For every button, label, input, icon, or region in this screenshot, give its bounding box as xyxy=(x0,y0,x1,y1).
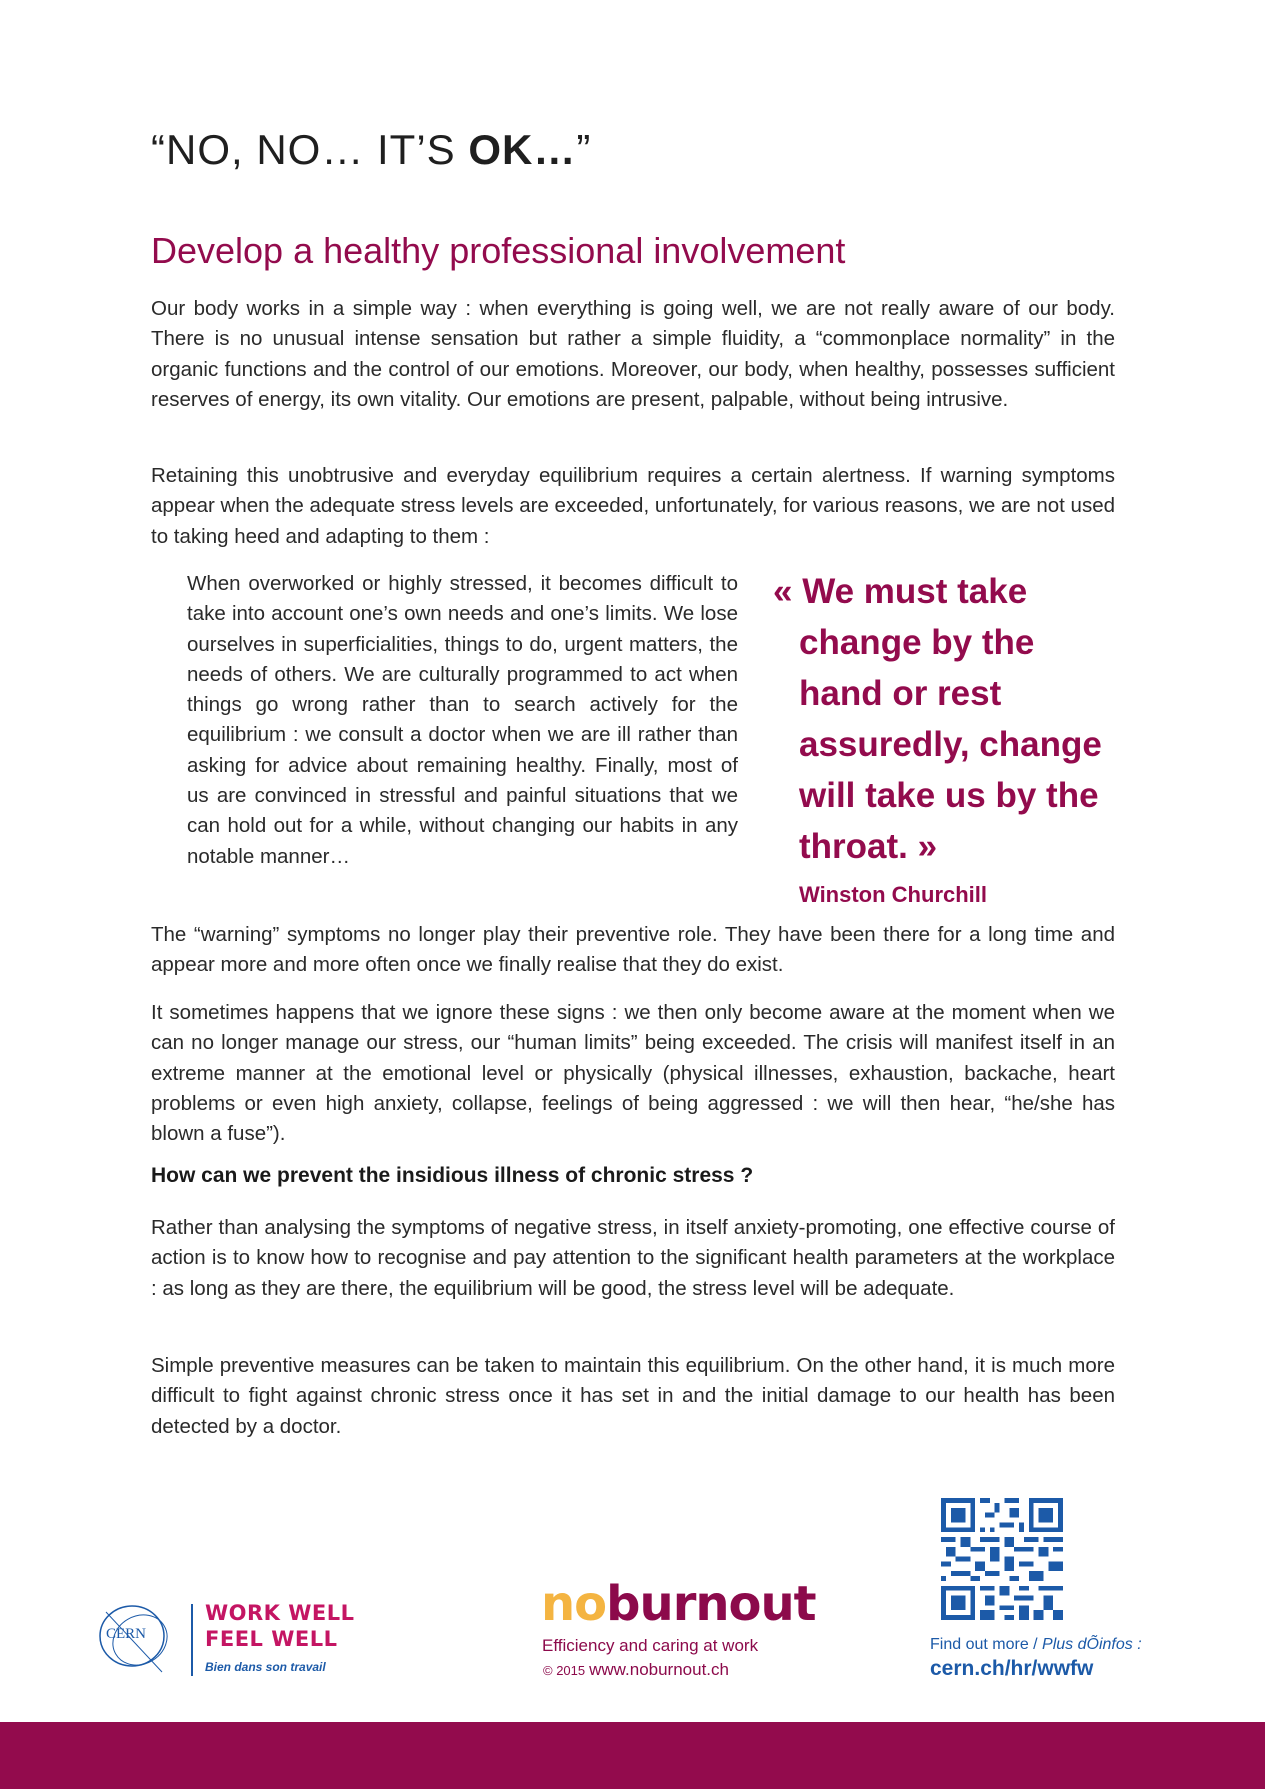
noburnout-logo xyxy=(541,1574,816,1634)
noburnout-logo-rest: burnout xyxy=(606,1576,816,1632)
section-subtitle: Develop a healthy professional involvement xyxy=(151,230,846,271)
find-more-en: Find out more / xyxy=(930,1636,1043,1653)
paragraph-preventive-measures: Simple preventive measures can be taken to maintain this equilibrium. On the other hand, it is much more difficult to fight against chronic stress once it has set in and the initial damage to our health has been detected by a doctor. xyxy=(151,1354,1115,1438)
page-title xyxy=(151,126,591,174)
bottom-color-band xyxy=(0,1722,1265,1789)
noburnout-logo-no: no xyxy=(541,1576,607,1632)
section-heading-prevention: How can we prevent the insidious illness of chronic stress ? xyxy=(151,1164,754,1187)
qr-code[interactable] xyxy=(941,1498,1063,1620)
title-suffix: ” xyxy=(576,126,592,173)
wwfw-logo-text xyxy=(205,1600,355,1652)
wwfw-subtitle: Bien dans son travail xyxy=(205,1660,326,1674)
quote-author: Winston Churchill xyxy=(799,882,988,907)
quote-text: « We must take change by the hand or rest assuredly, change will take us by the throat. » xyxy=(773,572,1102,866)
title-bold: OK… xyxy=(468,126,577,173)
cern-logo-text: CERN xyxy=(106,1626,147,1642)
paragraph-rather-than: Rather than analysing the symptoms of negative stress, in itself anxiety-promoting, one effective course of action is to know how to recognise and pay attention to the significant health parameters at the workplace : as long as they are there, the equilibrium will be good, the stress level will be adequate. xyxy=(151,1216,1115,1300)
paragraph-warning-symptoms: The “warning” symptoms no longer play their preventive role. They have been there for a long time and appear more and more often once we finally realise that they do exist. xyxy=(151,923,1115,977)
find-out-more-label xyxy=(930,1636,1142,1654)
noburnout-url[interactable]: www.noburnout.ch xyxy=(589,1660,729,1679)
noburnout-tagline: Efficiency and caring at work xyxy=(542,1636,759,1655)
cern-wwfw-link[interactable]: cern.ch/hr/wwfw xyxy=(930,1657,1094,1680)
wwfw-line2: FEEL WELL xyxy=(205,1627,338,1651)
find-more-fr: Plus dÕinfos : xyxy=(1042,1636,1142,1653)
title-prefix: “NO, NO… IT’S xyxy=(151,126,469,173)
wwfw-line1: WORK WELL xyxy=(205,1601,355,1625)
paragraph-overworked: When overworked or highly stressed, it becomes difficult to take into account one’s own needs and one’s limits. We lose ourselves in superficialities, things to do, urgent matters, the needs of others. We are culturally programmed to act when things go wrong rather than to search actively for the equilibrium : we consult a doctor when we are ill rather than asking for advice about remaining healthy. Finally, most of us are convinced in stressful and painful situations that we can hold out for a while, without changing our habits in any notable manner… xyxy=(187,572,738,868)
cern-logo xyxy=(96,1598,176,1678)
logo-divider xyxy=(191,1604,193,1676)
noburnout-copyright xyxy=(543,1660,729,1680)
copyright-year: © 2015 xyxy=(543,1663,586,1678)
paragraph-ignore-signs: It sometimes happens that we ignore these signs : we then only become aware at the moment when we can no longer manage our stress, our “human limits” being exceeded. The crisis will manifest itself in an extreme manner at the emotional level or physically (physical illnesses, exhaustion, backache, heart problems or even high anxiety, collapse, feelings of being aggressed : we will then hear, “he/she has blown a fuse”). xyxy=(151,1001,1115,1146)
paragraph-body-awareness: Our body works in a simple way : when everything is going well, we are not really aware of our body. There is no unusual intense sensation but rather a simple fluidity, a “commonplace normality” in the organic functions and the control of our emotions. Moreover, our body, when healthy, possesses sufficient reserves of energy, its own vitality. Our emotions are present, palpable, without being intrusive. xyxy=(151,297,1115,411)
pull-quote xyxy=(773,566,1123,908)
paragraph-equilibrium: Retaining this unobtrusive and everyday equilibrium requires a certain alertness. If warning symptoms appear when the adequate stress levels are exceeded, unfortunately, for various reasons, we are not used to taking heed and adapting to them : xyxy=(151,464,1115,548)
